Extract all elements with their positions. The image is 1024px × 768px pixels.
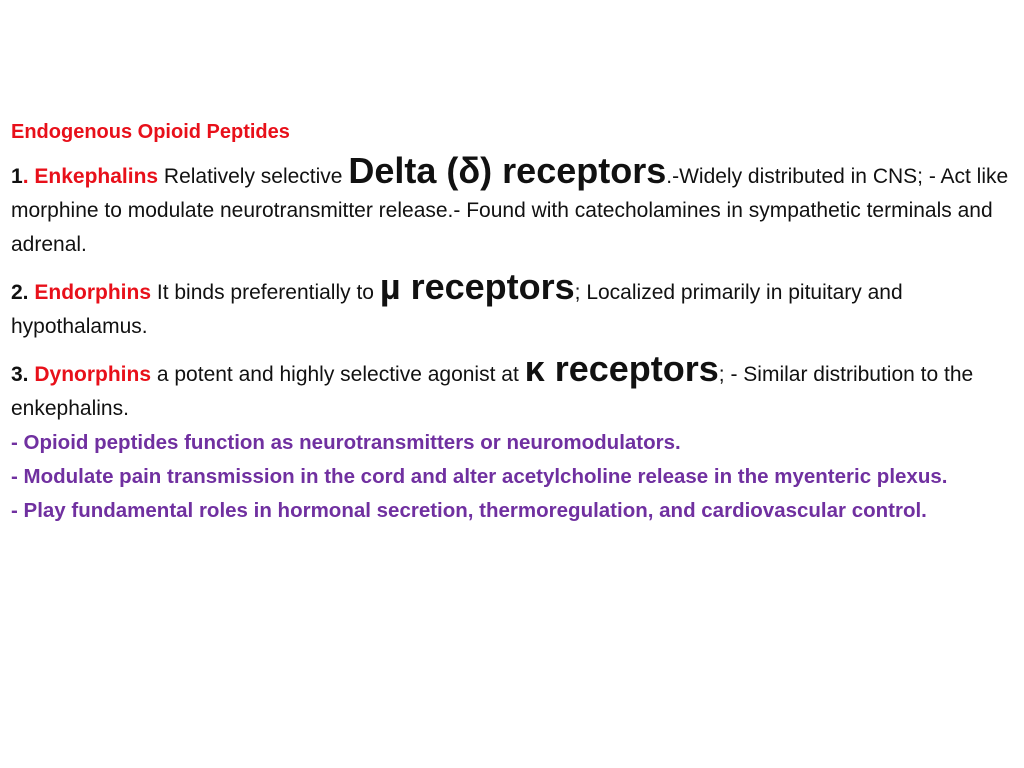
bullet-item: - Opioid peptides function as neurotransmitters or neuromodulators. (11, 431, 681, 454)
item-number: 2. (11, 281, 29, 304)
item-number: 1 (11, 165, 23, 188)
item-number-dot: . (22, 165, 29, 188)
item-receptor: κ receptors (524, 348, 719, 389)
item-number: 3. (11, 363, 29, 386)
slide-content (11, 118, 1011, 528)
item-enkephalins (11, 150, 1011, 262)
item-post-text: .-Widely distributed in CNS; - Act like morphine to modulate neurotransmitter release.- Found with catecholamines in sympathetic terminals and adrenal. (11, 165, 1009, 256)
item-dynorphins (11, 348, 1011, 426)
item-post-text: ; Localized primarily in pituitary and hypothalamus. (11, 281, 903, 338)
item-name: Endorphins (34, 281, 152, 304)
item-receptor: µ receptors (379, 266, 575, 307)
item-pre-text: Relatively selective (158, 165, 349, 188)
bullet-list (11, 426, 1011, 528)
bullet-item: - Modulate pain transmission in the cord and alter acetylcholine release in the myenteric plexus. (11, 465, 948, 488)
item-name: Dynorphins (34, 363, 152, 386)
bullet-item: - Play fundamental roles in hormonal secretion, thermoregulation, and cardiovascular control. (11, 499, 927, 522)
item-receptor: Delta (δ) receptors (348, 150, 667, 191)
item-name: Enkephalins (34, 165, 159, 188)
item-endorphins (11, 266, 1011, 344)
item-post-text: ; - Similar distribution to the enkephalins. (11, 363, 974, 420)
slide-title: Endogenous Opioid Peptides (11, 121, 290, 143)
item-pre-text: It binds preferentially to (151, 281, 380, 304)
item-pre-text: a potent and highly selective agonist at (151, 363, 525, 386)
